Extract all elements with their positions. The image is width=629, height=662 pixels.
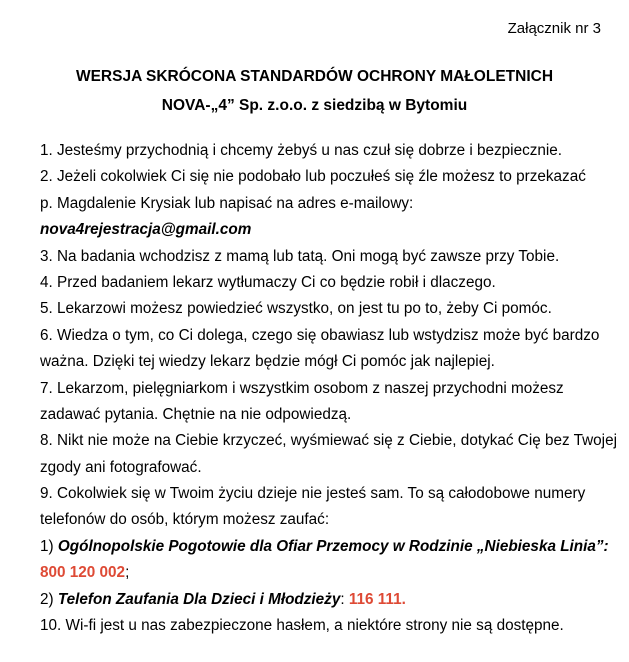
body-line — [40, 587, 629, 613]
helpline-name: Telefon Zaufania Dla Dzieci i Młodzieży — [57, 590, 341, 608]
body-line — [40, 402, 629, 428]
body-line — [40, 507, 629, 533]
document-subtitle: NOVA-„4” Sp. z.o.o. z siedzibą w Bytomiu — [161, 97, 468, 114]
text-run: 1) — [40, 537, 58, 555]
title-block — [0, 62, 629, 120]
body-line — [40, 270, 629, 296]
body-line — [40, 217, 629, 243]
text-run: : — [340, 590, 349, 608]
body-line — [40, 376, 629, 402]
text-run: 8. Nikt nie może na Ciebie krzyczeć, wyśmiewać się z Ciebie, dotykać Cię bez Twojej — [40, 432, 617, 450]
text-run: ważna. Dzięki tej wiedzy lekarz będzie mógł Ci pomóc jak najlepiej. — [40, 353, 495, 371]
body-line — [40, 481, 629, 507]
text-run: 7. Lekarzom, pielęgniarkom i wszystkim osobom z naszej przychodni możesz — [40, 379, 564, 397]
phone-number: 116 111. — [348, 590, 406, 608]
text-run: 2) — [40, 590, 58, 608]
text-run: 6. Wiedza o tym, co Ci dolega, czego się obawiasz lub wstydzisz może być bardzo — [40, 326, 600, 344]
text-run: 10. Wi-fi jest u nas zabezpieczone hasłem, a niektóre strony nie są dostępne. — [40, 617, 564, 635]
phone-number: 800 120 002 — [40, 564, 126, 582]
body-line — [40, 138, 629, 164]
text-run: 9. Cokolwiek się w Twoim życiu dzieje nie jesteś sam. To są całodobowe numery — [40, 485, 586, 503]
body-line — [40, 455, 629, 481]
document-body — [40, 138, 629, 639]
body-line — [40, 296, 629, 322]
text-run: zgody ani fotografować. — [40, 458, 202, 476]
body-line — [40, 164, 629, 190]
body-line — [40, 613, 629, 639]
body-line — [40, 191, 629, 217]
text-run: zadawać pytania. Chętnie na nie odpowiedzą. — [40, 405, 352, 423]
body-line — [40, 560, 629, 586]
text-run: 5. Lekarzowi możesz powiedzieć wszystko, on jest tu po to, żeby Ci pomóc. — [40, 300, 552, 318]
body-line — [40, 428, 629, 454]
text-run: p. Magdalenie Krysiak lub napisać na adres e-mailowy: — [40, 194, 414, 212]
text-run: 1. Jesteśmy przychodnią i chcemy żebyś u nas czuł się dobrze i bezpiecznie. — [40, 142, 563, 159]
helpline-name: Ogólnopolskie Pogotowie dla Ofiar Przemocy w Rodzinie „Niebieska Linia”: — [57, 537, 609, 555]
text-run: ; — [125, 564, 130, 582]
text-run: telefonów do osób, którym możesz zaufać: — [40, 511, 330, 529]
document-title: WERSJA SKRÓCONA STANDARDÓW OCHRONY MAŁOLETNICH — [75, 68, 554, 85]
attachment-label: Załącznik nr 3 — [507, 20, 601, 37]
body-line — [40, 349, 629, 375]
text-run: 3. Na badania wchodzisz z mamą lub tatą. Oni mogą być zawsze przy Tobie. — [40, 247, 560, 265]
email-address: nova4rejestracja@gmail.com — [40, 221, 252, 239]
body-line — [40, 323, 629, 349]
text-run: 4. Przed badaniem lekarz wytłumaczy Ci co będzie robił i dlaczego. — [40, 273, 496, 291]
body-line — [40, 244, 629, 270]
body-line — [40, 534, 629, 560]
text-run: 2. Jeżeli cokolwiek Ci się nie podobało lub poczułeś się źle możesz to przekazać — [40, 168, 586, 186]
